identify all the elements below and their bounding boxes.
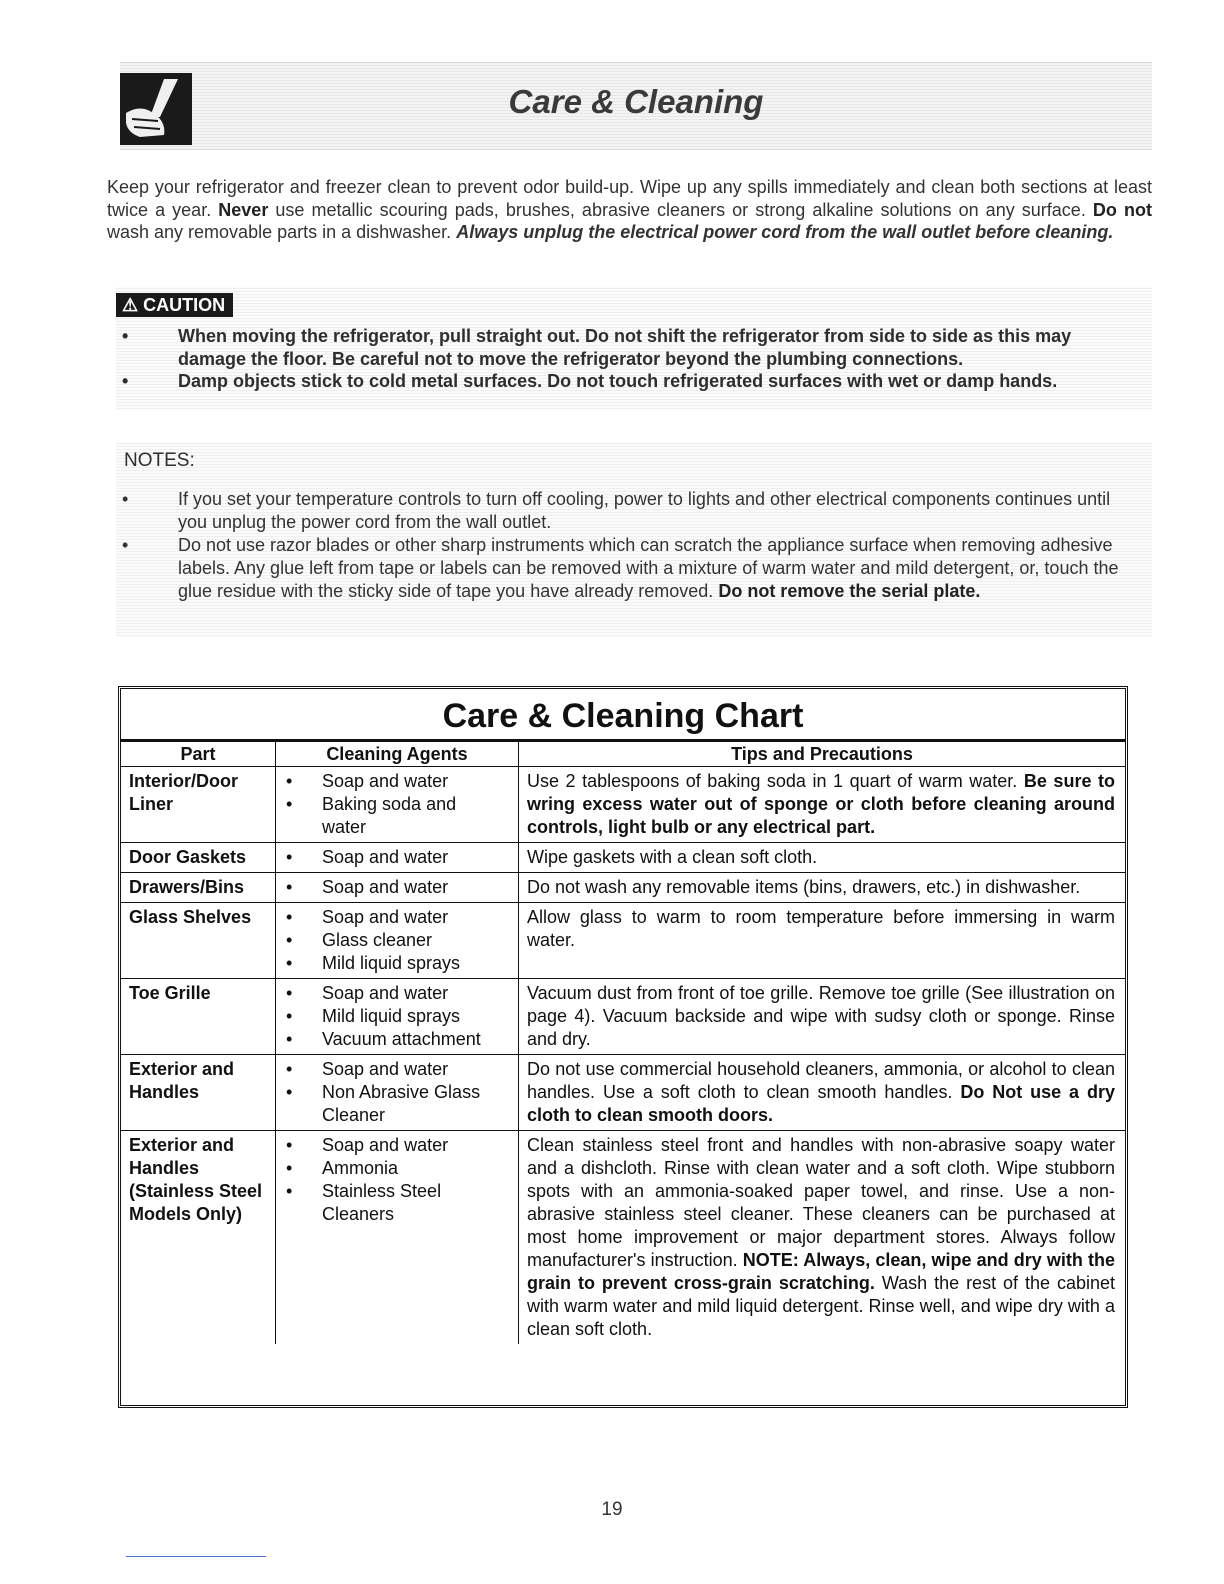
bullet-icon: •	[286, 1029, 293, 1049]
bullet-icon: •	[286, 907, 293, 927]
agents-cell: • Soap and water • Baking soda and water	[276, 767, 519, 843]
agents-cell: • Soap and water	[276, 843, 519, 873]
bullet-icon: •	[286, 983, 293, 1003]
tips-cell: Clean stainless steel front and handles with non-abrasive soapy water and a dishcloth. Rinse with clean water and a soft cloth. Wipe stubborn spots with an ammonia-soaked paper towel, and rinse. Use a non-abrasive stainless steel cleaner. These cleaners can be purchased at most home improvement or major department stores. Always follow manufacturer's instruction. NOTE: Always, clean, wipe and dry with the grain to prevent cross-grain scratching. Wash the rest of the cabinet with warm water and mild liquid detergent. Rinse well, and wipe dry with a clean soft cloth.	[519, 1131, 1126, 1345]
page-title: Care & Cleaning	[508, 83, 764, 120]
caution-item: • When moving the refrigerator, pull straight out. Do not shift the refrigerator from side to side as this may damage the floor. Be careful not to move the refrigerator beyond the plumbing connections.	[122, 326, 1072, 369]
note-item: • Do not use razor blades or other sharp instruments which can scratch the appliance surface when removing adhesive labels. Any glue left from tape or labels can be removed with a mixture of warm water and mild detergent, or, touch the glue residue with the sticky side of tape you have already removed. Do not remove the serial plate.	[122, 535, 1119, 601]
caution-box	[116, 287, 1152, 411]
table-row	[121, 767, 1125, 843]
bullet-icon: •	[286, 1181, 293, 1201]
table-header-row	[121, 742, 1125, 767]
agents-cell: • Soap and water • Ammonia • Stainless Steel Cleaners	[276, 1131, 519, 1345]
chart-table	[121, 741, 1125, 1344]
part-cell: Glass Shelves	[121, 903, 276, 979]
tips-cell: Do not use commercial household cleaners, ammonia, or alcohol to clean handles. Use a soft cloth to clean smooth handles. Do Not use a dry cloth to clean smooth doors.	[519, 1055, 1126, 1131]
bullet-icon: •	[286, 1059, 293, 1079]
agents-cell: • Soap and water • Glass cleaner • Mild liquid sprays	[276, 903, 519, 979]
agents-cell: • Soap and water • Mild liquid sprays • Vacuum attachment	[276, 979, 519, 1055]
part-cell: Toe Grille	[121, 979, 276, 1055]
note-item: • If you set your temperature controls to turn off cooling, power to lights and other electrical components continues until you unplug the power cord from the wall outlet.	[122, 489, 1111, 532]
care-cleaning-chart	[118, 686, 1128, 1408]
bullet-icon: •	[122, 489, 129, 509]
bullet-icon: •	[286, 771, 293, 791]
part-cell: Exterior and Handles (Stainless Steel Models Only)	[121, 1131, 276, 1345]
tips-cell: Do not wash any removable items (bins, drawers, etc.) in dishwasher.	[519, 873, 1126, 903]
table-row	[121, 873, 1125, 903]
table-row	[121, 1055, 1125, 1131]
agents-cell: • Soap and water • Non Abrasive Glass Cleaner	[276, 1055, 519, 1131]
tips-cell: Wipe gaskets with a clean soft cloth.	[519, 843, 1126, 873]
column-header-tips: Tips and Precautions	[519, 742, 1126, 767]
bullet-icon: •	[286, 794, 293, 814]
tips-cell: Allow glass to warm to room temperature before immersing in warm water.	[519, 903, 1126, 979]
notes-title: NOTES:	[124, 450, 195, 471]
bullet-icon: •	[286, 953, 293, 973]
bullet-icon: •	[122, 535, 129, 555]
bullet-icon: •	[286, 1006, 293, 1026]
tips-cell: Use 2 tablespoons of baking soda in 1 quart of warm water. Be sure to wring excess water out of sponge or cloth before cleaning around controls, light bulb or any electrical part.	[519, 767, 1126, 843]
bullet-icon: •	[286, 1158, 293, 1178]
table-row	[121, 843, 1125, 873]
notes-list	[116, 488, 1136, 603]
chart-title: Care & Cleaning Chart	[121, 689, 1125, 741]
notes-box	[116, 442, 1152, 638]
bullet-icon: •	[122, 326, 129, 346]
bullet-icon: •	[286, 930, 293, 950]
agents-cell: • Soap and water	[276, 873, 519, 903]
part-cell: Interior/Door Liner	[121, 767, 276, 843]
part-cell: Drawers/Bins	[121, 873, 276, 903]
bullet-icon: •	[286, 1135, 293, 1155]
bullet-icon: •	[286, 877, 293, 897]
warning-triangle-icon: ⚠	[122, 295, 139, 315]
part-cell: Exterior and Handles	[121, 1055, 276, 1131]
header-banner	[120, 62, 1152, 150]
column-header-part: Part	[121, 742, 276, 767]
caution-item: • Damp objects stick to cold metal surfaces. Do not touch refrigerated surfaces with wet or damp hands.	[122, 371, 1058, 391]
table-row	[121, 979, 1125, 1055]
intro-paragraph: Keep your refrigerator and freezer clean to prevent odor build-up. Wipe up any spills immediately and clean both sections at least twice a year. Never use metallic scouring pads, brushes, abrasive cleaners or strong alkaline solutions on any surface. Do not wash any removable parts in a dishwasher. Always unplug the electrical power cord from the wall outlet before cleaning.	[107, 177, 1152, 242]
bullet-icon: •	[122, 371, 129, 391]
caution-list	[116, 325, 1136, 393]
column-header-agents: Cleaning Agents	[276, 742, 519, 767]
bullet-icon: •	[286, 1082, 293, 1102]
part-cell: Door Gaskets	[121, 843, 276, 873]
caution-badge: ⚠ CAUTION	[116, 293, 233, 317]
table-row	[121, 903, 1125, 979]
page-number: 19	[601, 1499, 623, 1520]
table-row	[121, 1131, 1125, 1345]
bullet-icon: •	[286, 847, 293, 867]
tips-cell: Vacuum dust from front of toe grille. Remove toe grille (See illustration on page 4). Vacuum backside and wipe with sudsy cloth or sponge. Rinse and dry.	[519, 979, 1126, 1055]
footer-divider	[126, 1556, 266, 1557]
